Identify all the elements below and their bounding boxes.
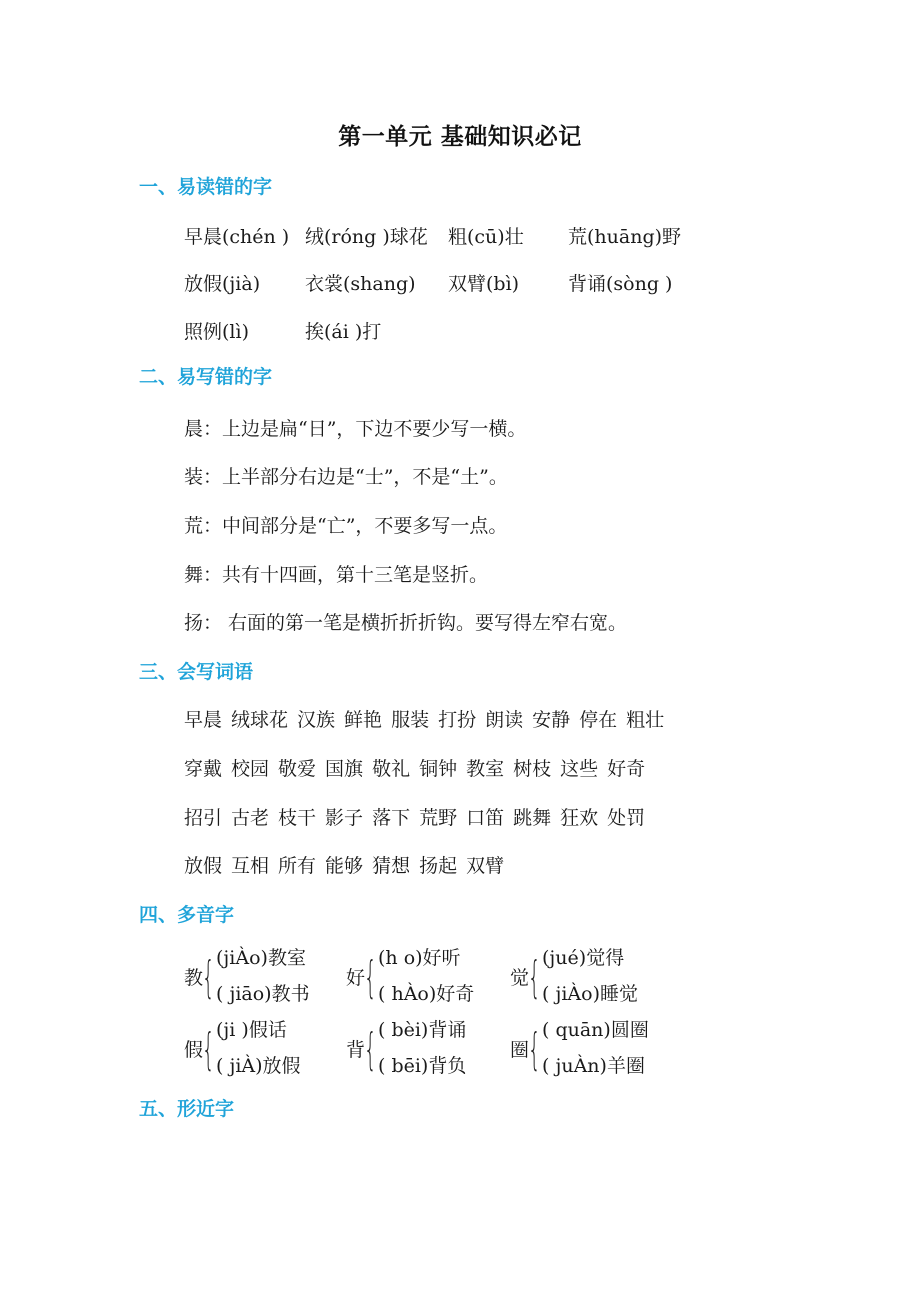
word: 所有 xyxy=(278,855,317,877)
section-heading-2: 二、易写错的字 xyxy=(139,366,273,388)
word: 绒球花 xyxy=(231,709,289,731)
word-row xyxy=(184,803,654,830)
section-heading-1: 一、易读错的字 xyxy=(139,176,273,198)
brace-icon: { xyxy=(202,1024,215,1075)
word: 招引 xyxy=(184,807,223,829)
word: 穿戴 xyxy=(184,758,223,780)
reading-2: ( jiÀo)睡觉 xyxy=(542,983,638,1005)
reading-2: ( jiāo)教书 xyxy=(216,983,310,1005)
word: 影子 xyxy=(325,807,364,829)
reading-1: (ji )假话 xyxy=(216,1019,287,1041)
word: 狂欢 xyxy=(560,807,599,829)
pinyin-item: 早晨(chén ) xyxy=(184,226,290,248)
word: 跳舞 xyxy=(513,807,552,829)
word: 服装 xyxy=(391,709,430,731)
writing-rule: 装：上半部分右边是“士”，不是“土”。 xyxy=(184,466,508,488)
word: 打扮 xyxy=(438,709,477,731)
reading-1: (h o)好听 xyxy=(378,947,461,969)
reading-2: ( juÀn)羊圈 xyxy=(542,1055,645,1077)
word: 互相 xyxy=(231,855,270,877)
section-heading-5: 五、形近字 xyxy=(139,1098,235,1120)
reading-1: ( quān)圆圈 xyxy=(542,1019,649,1041)
pinyin-item: 荒(huāng)野 xyxy=(568,226,682,248)
reading-1: (jué)觉得 xyxy=(542,947,625,969)
word: 双臂 xyxy=(466,855,505,877)
polyphone-char: 教 xyxy=(184,967,204,989)
section-heading-3: 三、会写词语 xyxy=(139,661,254,683)
pinyin-item: 挨(ái )打 xyxy=(305,321,382,343)
word: 古老 xyxy=(231,807,270,829)
section-heading-4: 四、多音字 xyxy=(139,904,235,926)
word: 荒野 xyxy=(419,807,458,829)
pinyin-item: 绒(róng )球花 xyxy=(305,226,428,248)
pinyin-item: 双臂(bì) xyxy=(448,273,520,295)
word: 落下 xyxy=(372,807,411,829)
polyphone-char: 假 xyxy=(184,1039,204,1061)
word: 鲜艳 xyxy=(344,709,383,731)
writing-rule: 舞：共有十四画，第十三笔是竖折。 xyxy=(184,564,489,586)
brace-icon: { xyxy=(528,952,541,1003)
polyphone-char: 背 xyxy=(346,1039,366,1061)
word: 敬礼 xyxy=(372,758,411,780)
brace-icon: { xyxy=(364,952,377,1003)
reading-2: ( jiÀ)放假 xyxy=(216,1055,301,1077)
page-title: 第一单元 基础知识必记 xyxy=(338,124,582,150)
word-row xyxy=(184,851,513,878)
word: 处罚 xyxy=(607,807,646,829)
word-row xyxy=(184,754,654,781)
word: 好奇 xyxy=(607,758,646,780)
word: 早晨 xyxy=(184,709,223,731)
polyphone-char: 好 xyxy=(346,967,366,989)
reading-2: ( bēi)背负 xyxy=(378,1055,467,1077)
word: 校园 xyxy=(231,758,270,780)
pinyin-item: 照例(lì) xyxy=(184,321,249,343)
reading-1: (jiÀo)教室 xyxy=(216,947,306,969)
word: 汉族 xyxy=(297,709,336,731)
word: 铜钟 xyxy=(419,758,458,780)
word: 国旗 xyxy=(325,758,364,780)
word: 能够 xyxy=(325,855,364,877)
reading-1: ( bèi)背诵 xyxy=(378,1019,467,1041)
word: 安静 xyxy=(532,709,571,731)
word: 枝干 xyxy=(278,807,317,829)
brace-icon: { xyxy=(202,952,215,1003)
word: 停在 xyxy=(579,709,618,731)
word: 放假 xyxy=(184,855,223,877)
word: 教室 xyxy=(466,758,505,780)
brace-icon: { xyxy=(528,1024,541,1075)
word: 扬起 xyxy=(419,855,458,877)
pinyin-item: 衣裳(shang) xyxy=(305,273,416,295)
word: 口笛 xyxy=(466,807,505,829)
pinyin-item: 放假(jià) xyxy=(184,273,261,295)
word: 朗读 xyxy=(485,709,524,731)
pinyin-item: 背诵(sòng ) xyxy=(568,273,673,295)
word: 这些 xyxy=(560,758,599,780)
word: 敬爱 xyxy=(278,758,317,780)
polyphone-char: 觉 xyxy=(510,967,530,989)
writing-rule: 晨：上边是扁“日”，下边不要少写一横。 xyxy=(184,418,527,440)
brace-icon: { xyxy=(364,1024,377,1075)
pinyin-item: 粗(cū)壮 xyxy=(448,226,524,248)
polyphone-char: 圈 xyxy=(510,1039,530,1061)
word: 树枝 xyxy=(513,758,552,780)
word: 猜想 xyxy=(372,855,411,877)
reading-2: ( hÀo)好奇 xyxy=(378,983,475,1005)
writing-rule: 荒：中间部分是“亡”，不要多写一点。 xyxy=(184,515,508,537)
word-row xyxy=(184,705,673,732)
word: 粗壮 xyxy=(626,709,665,731)
writing-rule: 扬： 右面的第一笔是横折折折钩。要写得左窄右宽。 xyxy=(184,612,628,634)
